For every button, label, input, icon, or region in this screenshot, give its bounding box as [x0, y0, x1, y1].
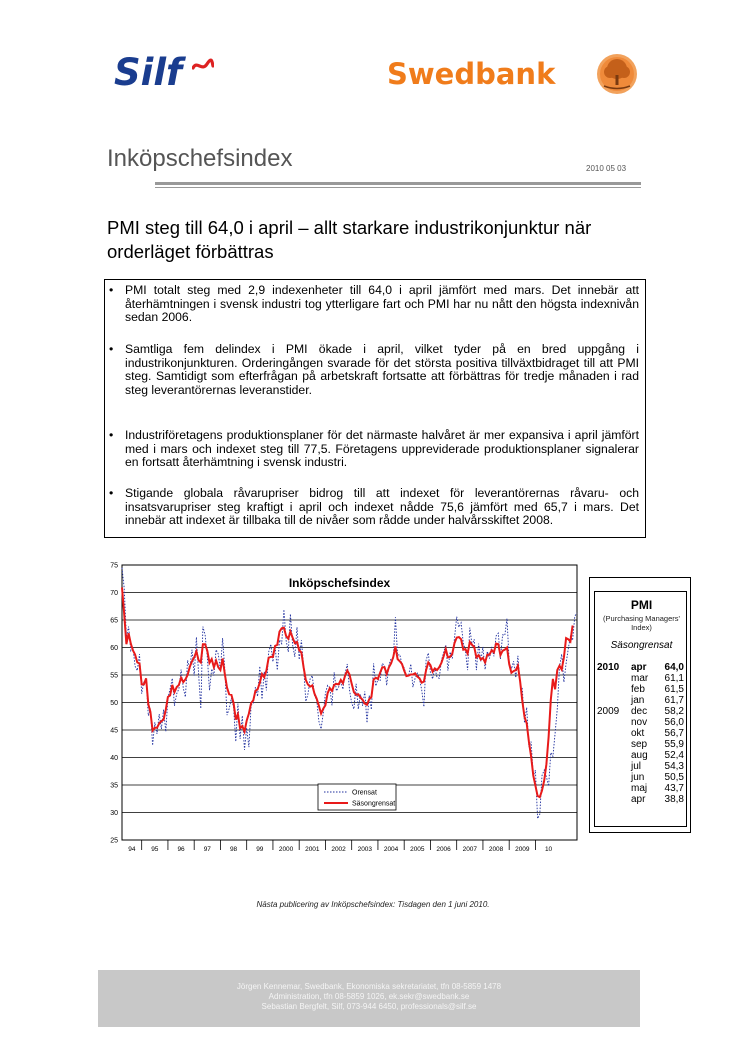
chart-y-tick-label: 35: [110, 782, 118, 790]
pmi-row-value: 56,7: [664, 728, 684, 739]
chart-x-tick-label: 2000: [278, 846, 294, 853]
next-publication-note: Nästa publicering av Inköpschefsindex: Tisdagen den 1 juni 2010.: [256, 900, 490, 909]
chart-x-tick-label: 10: [544, 846, 553, 853]
chart-x-tick-label: 99: [256, 846, 264, 853]
chart-x-tick-label: 2001: [305, 846, 320, 853]
pmi-table-row: [595, 728, 688, 739]
pmi-table-row: [595, 750, 688, 761]
contact-line: Jörgen Kennemar, Swedbank, Ekonomiska sekretariatet, tfn 08-5859 1478: [236, 982, 502, 991]
chart-title: Inköpschefsindex: [288, 576, 391, 590]
pmi-table-row: [595, 783, 688, 794]
summary-bullet: • Stigande globala råvarupriser bidrog till att indexet för leverantörernas råvaru- och insatsvarupriser steg kraftigt i april och indexet nådde 75,6 jämfört med 65,7 i mars. Det innebär att indexet är tillbaka till de nivåer som rådde under halvårsskiftet 2008.: [109, 486, 639, 528]
pmi-table-row: [595, 717, 688, 728]
bullet-text: Stigande globala råvarupriser bidrog till att indexet för leverantörernas råvaru- och insatsvarupriser steg kraftigt i april och indexet nådde 75,6 jämfört med 65,7 i mars. Det innebär att indexet är tillbaka till de nivåer som rådde under halvårsskiftet 2008.: [125, 486, 639, 528]
pmi-row-month: dec: [631, 706, 648, 717]
chart-y-tick-label: 60: [110, 645, 118, 652]
pmi-row-value: 52,4: [664, 750, 684, 761]
chart-x-tick-label: 95: [151, 846, 159, 853]
pmi-row-month: okt: [631, 728, 645, 739]
chart-y-tick-label: 50: [110, 700, 118, 707]
pmi-table-row: [595, 772, 688, 783]
document-date: 2010 05 03: [586, 164, 627, 173]
bullet-text: Industriföretagens produktionsplaner för det närmaste halvåret är mer expansiva i april jämfört med i mars och indexet steg till 77,5. Företagens uppreviderade produktionsplaner signalerar en fortsatt återhämtning i svensk industri.: [125, 428, 639, 470]
chart-x-tick-label: 2003: [357, 846, 373, 853]
chart-y-tick-label: 55: [110, 672, 118, 680]
document-title: Inköpschefsindex: [107, 145, 293, 172]
chart-x-tick-label: 2002: [331, 846, 346, 853]
pmi-row-year: 2009: [597, 706, 620, 717]
chart-x-tick-label: 2006: [436, 846, 451, 853]
pmi-table-seasonal-label: Säsongrensat: [610, 640, 673, 651]
pmi-row-month: maj: [631, 783, 648, 794]
pmi-row-month: mar: [631, 673, 649, 684]
silf-logo-text: Silf: [114, 51, 183, 94]
chart-y-tick-label: 40: [110, 755, 118, 762]
bullet-text: Samtliga fem delindex i PMI ökade i april, vilket tyder på en bred uppgång i industrikonjunkturen. Orderingången svarade för det största positiva tillväxtbidraget till att PMI steg. Samtidigt som efterfrågan på arbetskraft fortsatte att förbättras för tredje månaden i rad steg leverantörernas leveranstider.: [125, 342, 639, 397]
chart-y-tick-label: 65: [110, 617, 118, 625]
chart-x-tick-label: 2008: [488, 846, 504, 853]
chart-x-tick-label: 94: [128, 846, 136, 853]
pmi-table-subtitle: (Purchasing Managers' Index): [603, 614, 680, 632]
chart-x-tick-label: 98: [229, 846, 238, 853]
pmi-row-month: feb: [631, 684, 645, 695]
pmi-row-month: apr: [631, 794, 646, 805]
pmi-row-value: 54,3: [664, 761, 684, 772]
silf-swoosh-icon: [192, 54, 214, 76]
chart-x-tick-label: 2009: [515, 846, 530, 853]
pmi-row-month: jun: [631, 772, 645, 783]
pmi-row-value: 58,2: [664, 706, 684, 717]
pmi-row-value: 61,1: [664, 673, 684, 684]
chart-x-tick-label: 97: [203, 846, 211, 853]
pmi-table-row: [595, 695, 688, 706]
pmi-table-row: [595, 706, 688, 717]
pmi-row-month: sep: [631, 739, 648, 750]
chart-legend-label: Orensat: [352, 789, 377, 797]
pmi-row-value: 61,5: [664, 684, 684, 695]
pmi-row-month: jul: [631, 761, 642, 772]
pmi-table-row: [595, 673, 688, 684]
pmi-table-row: [595, 684, 688, 695]
summary-bullet: • PMI totalt steg med 2,9 indexenheter till 64,0 i april jämfört med mars. Det innebär att återhämtningen i svensk industri tog ytterligare fart och PMI har nu nått den högsta indexnivån sedan 2006.: [109, 283, 639, 325]
pmi-table-title: PMI: [630, 598, 653, 612]
pmi-row-month: jan: [631, 695, 645, 706]
chart-x-tick-label: 2004: [383, 846, 399, 853]
pmi-table-row: [595, 739, 688, 750]
pmi-table-row: [595, 761, 688, 772]
contact-line: Administration, tfn 08-5859 1026, ek.sekr@swedbank.se: [268, 992, 470, 1001]
pmi-table-row: [595, 662, 688, 673]
pmi-row-month: nov: [631, 717, 648, 728]
pmi-table-row: [595, 794, 688, 805]
pmi-row-value: 43,7: [664, 783, 684, 794]
chart-y-tick-label: 75: [110, 562, 118, 570]
swedbank-oak-seal-icon: [596, 53, 638, 95]
chart-y-tick-label: 30: [110, 810, 118, 817]
pmi-row-year: 2010: [597, 662, 620, 673]
pmi-table: [594, 591, 687, 827]
pmi-row-month: apr: [631, 662, 647, 673]
summary-box: [104, 279, 646, 538]
chart-y-tick-label: 45: [110, 727, 118, 735]
chart-x-tick-label: 2007: [462, 846, 478, 853]
summary-bullet: • Industriföretagens produktionsplaner för det närmaste halvåret är mer expansiva i april jämfört med i mars och indexet steg till 77,5. Företagens uppreviderade produktionsplaner signalerar en fortsatt återhämtning i svensk industri.: [109, 428, 639, 470]
silf-logo: [114, 48, 234, 98]
pmi-row-value: 38,8: [664, 794, 684, 805]
bullet-text: PMI totalt steg med 2,9 indexenheter till 64,0 i april jämfört med mars. Det innebär att återhämtningen i svensk industri tog ytterligare fart och PMI har nu nått den högsta indexnivån sedan 2006.: [125, 283, 639, 325]
pmi-row-value: 64,0: [664, 662, 684, 673]
header-rule-thick: [155, 182, 641, 185]
contact-line: Sebastian Bergfelt, Silf, 073-944 6450, professionals@silf.se: [261, 1002, 477, 1011]
swedbank-logo: [387, 48, 647, 98]
headline: PMI steg till 64,0 i april – allt starkare industrikonjunktur när orderläget förbättras: [107, 217, 592, 262]
swedbank-logo-text: Swedbank: [387, 57, 556, 91]
pmi-line-chart: [100, 560, 580, 860]
contact-box: [98, 970, 640, 1027]
chart-y-tick-label: 70: [110, 590, 118, 597]
chart-y-tick-label: 25: [110, 837, 118, 845]
chart-svg: [100, 560, 580, 860]
pmi-row-value: 55,9: [664, 739, 684, 750]
header-rule-thin: [155, 187, 641, 188]
pmi-row-value: 61,7: [664, 695, 684, 706]
chart-x-tick-label: 2005: [410, 846, 425, 853]
chart-legend-label: Säsongrensat: [352, 800, 396, 808]
pmi-row-value: 50,5: [664, 772, 684, 783]
chart-x-tick-label: 96: [177, 846, 185, 853]
summary-bullet: • Samtliga fem delindex i PMI ökade i april, vilket tyder på en bred uppgång i industrikonjunkturen. Orderingången svarade för det största positiva tillväxtbidraget till att PMI steg. Samtidigt som efterfrågan på arbetskraft fortsatte att förbättras för tredje månaden i rad steg leverantörernas leveranstider.: [109, 342, 639, 397]
pmi-row-month: aug: [631, 750, 648, 761]
pmi-row-value: 56,0: [664, 717, 684, 728]
